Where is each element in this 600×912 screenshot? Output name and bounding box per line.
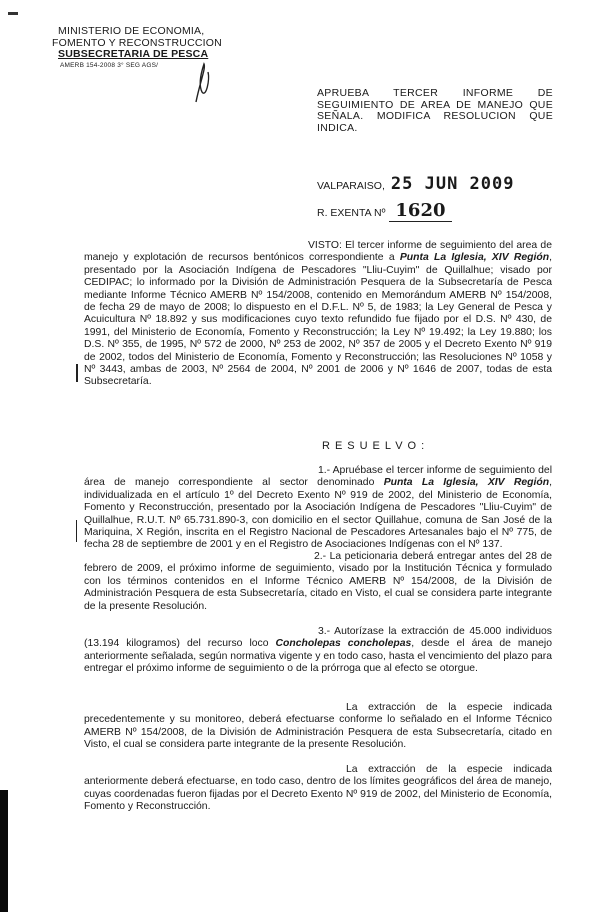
item-3-text-a: 3.- Autorízase la extracción de 45.000 individuos (13.194 kilogramos) del recurso loco (84, 626, 552, 650)
resolution-number (317, 200, 452, 221)
item-2-text: 2.- La peticionaria deberá entregar antes del 28 de febrero de 2009, el próximo informe de seguimiento, visado por la Institución Técnica y formulado con los términos contenidos en el Informe Técnico AMERB Nº 154/2008, de la División de Administración Pesquera de esta Subsecretaría, citado en Visto, el cual se considera parte integrante de la presente Resolución. (84, 551, 552, 612)
item-1 (84, 465, 552, 552)
paragraph-5 (84, 764, 552, 814)
resolution-summary: APRUEBA TERCER INFORME DE SEGUIMIENTO DE AREA DE MANEJO QUE SEÑALA. MODIFICA RESOLUCION QUE INDICA. (317, 87, 553, 134)
visto-lead: VISTO: (308, 240, 342, 251)
city: VALPARAISO, (317, 180, 385, 192)
margin-mark (76, 520, 77, 542)
scan-corner-mark (8, 12, 18, 15)
resuelvo-heading: RESUELVO: (322, 440, 430, 452)
paragraph-4 (84, 702, 552, 752)
ministry-line: MINISTERIO DE ECONOMIA, (58, 25, 205, 37)
signature-scribble-icon (192, 62, 214, 108)
date-stamp: 25 JUN 2009 (390, 174, 515, 194)
item-3-species: Concholepas concholepas (275, 638, 412, 650)
item-3-text-b: , desde el área de manejo anteriormente señalada, según normativa vigente y en todo caso, hasta el vencimiento del plazo para entregar el próximo informe de seguimiento o de la prórroga que al efecto se otorgue. (84, 638, 552, 675)
exenta-label: R. EXENTA Nº (317, 207, 386, 219)
item-1-text-a: 1.- Apruébase el tercer informe de seguimiento del área de manejo correspondiente al sector denominado (84, 465, 552, 489)
item-1-sector: Punta La Iglesia, XIV Región (383, 477, 550, 489)
paragraph-4-text: La extracción de la especie indicada precedentemente y su monitoreo, deberá efectuarse conforme lo señalado en el Informe Técnico AMERB Nº 154/2008, de la División de Administración Pesquera de esta Subsecretaría, citado en Visto, el cual se considera parte integrante de la presente Resolución. (84, 702, 552, 751)
ministry-line-2: FOMENTO Y RECONSTRUCCION (52, 36, 222, 49)
item-3 (84, 626, 552, 676)
paragraph-5-text: La extracción de la especie indicada anteriormente deberá efectuarse, en todo caso, dentro de los límites geográficos del área de manejo, cuyas coordenadas fueron fijadas por el Decreto Exento Nº 919 de 2002, del Ministerio de Economía, Fomento y Reconstrucción. (84, 764, 552, 813)
exenta-number: 1620 (389, 200, 451, 222)
visto-text-1: El tercer informe de seguimiento del area de manejo y explotación de recursos bentónicos correspondiente a (84, 240, 552, 264)
visto-paragraph (84, 240, 552, 389)
reference-code: AMERB 154-2008 3° SEG AGS/ (60, 61, 159, 69)
item-1-text-b: , individualizada en el artículo 1º del Decreto Exento Nº 919 de 2002, del Ministerio de Economía, Fomento y Reconstrucción, presentado por la Asociación Indígena de Pescadores "Lliu-Cuyim" de Quillalhue, R.U.T. Nº 65.731.890-3, con domicilio en el sector Quillahue, comuna de San José de la Mariquina, X Región, inscrita en el Registro Nacional de Pescadores Artesanales bajo el Nº 775, de fecha 28 de septiembre de 2001 y en el Registro de Asociaciones Indígenas con el Nº 137. (84, 477, 552, 551)
scan-edge-shadow (0, 790, 8, 912)
item-2 (84, 551, 552, 613)
place-date (317, 174, 514, 194)
letterhead (52, 26, 252, 70)
visto-text-2: , presentado por la Asociación Indígena de Pescadores "Lliu-Cuyim" de Quillalhue; visado por CEDIPAC; lo informado por la División de Administración Pesquera de la Subsecretaría de Pesca mediante Informe Técnico AMERB Nº 154/2008, contenido en Memorándum AMERB Nº 154/2008, de fecha 29 de mayo de 2008; lo dispuesto en el D.F.L. Nº 5, de 1983; la Ley General de Pesca y Acuicultura Nº 18.892 y sus modificaciones cuyo texto refundido fue fijado por el D.S. Nº 430, de 1991, del Ministerio de Economía, Fomento y Reconstrucción; la Ley Nº 19.492; la Ley 19.880; los D.S. Nº 355, de 1995, Nº 572 de 2000, Nº 253 de 2002, Nº 357 de 2005 y el Decreto Exento Nº 919 de 2002, todos del Ministerio de Economía, Fomento y Reconstrucción; las Resoluciones Nº 1058 y Nº 3443, ambas de 2003, Nº 2564 de 2004, Nº 2001 de 2006 y Nº 1646 de 2007, todas de esta Subsecretaría. (84, 252, 552, 388)
margin-mark (76, 364, 78, 382)
subsecretaria-line: SUBSECRETARIA DE PESCA (58, 48, 209, 60)
visto-sector: Punta La Iglesia, XIV Región (399, 252, 550, 264)
